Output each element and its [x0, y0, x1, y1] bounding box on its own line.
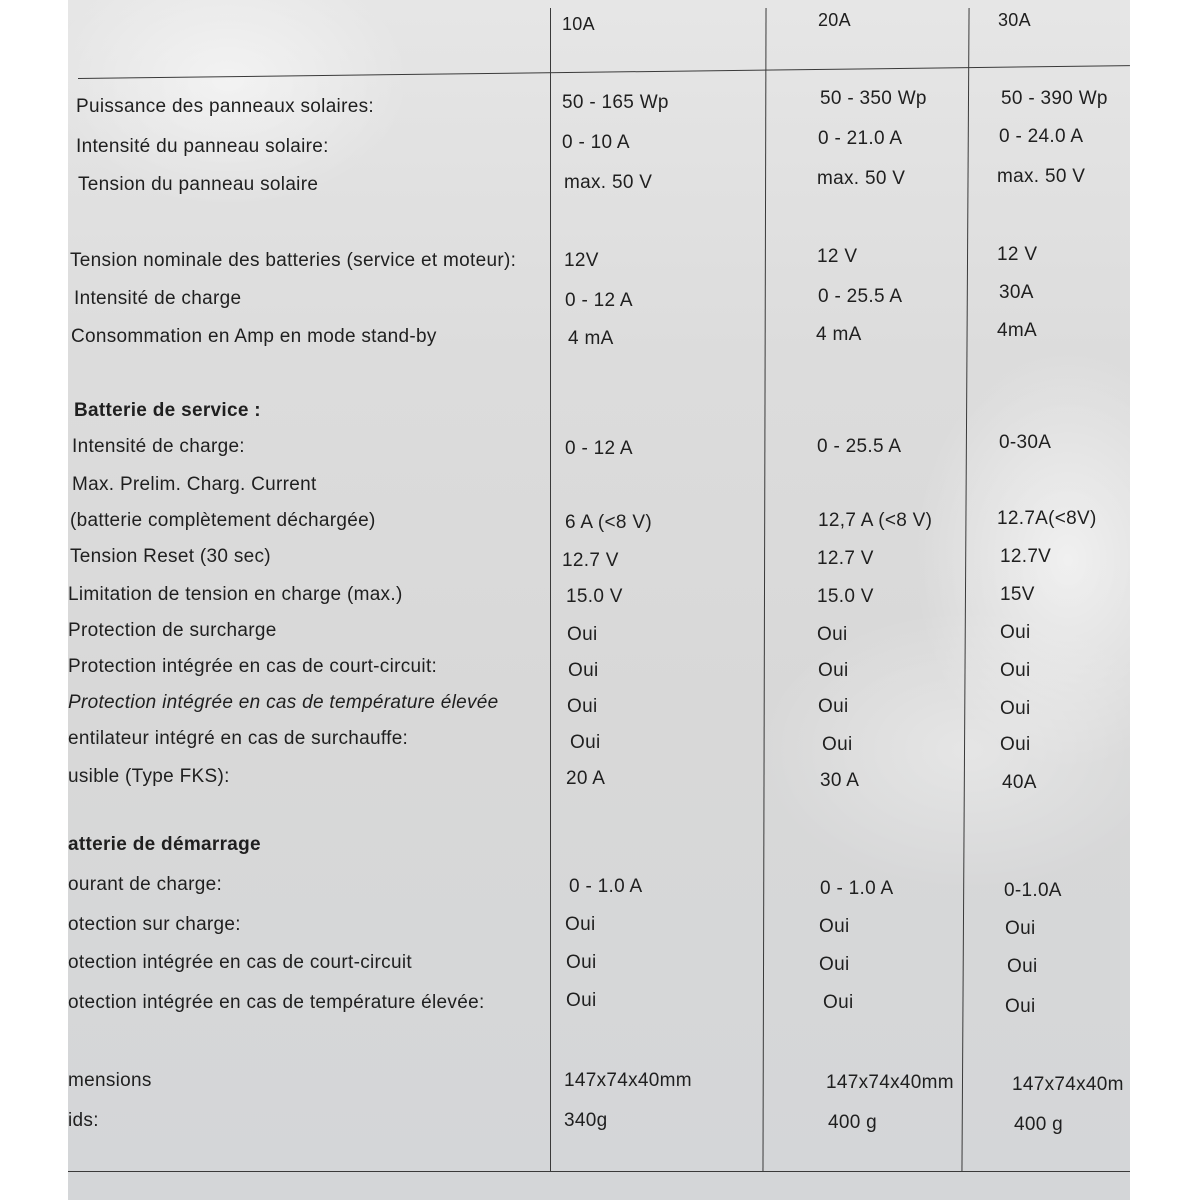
- cell-value: 12.7A(<8V): [997, 508, 1097, 529]
- cell-value: 30A: [999, 282, 1034, 303]
- column-divider-3: [961, 8, 969, 1172]
- cell-value: 400 g: [1014, 1114, 1064, 1135]
- cell-value: Oui: [1005, 918, 1036, 939]
- cell-value: 0-30A: [999, 432, 1052, 453]
- column-divider-1: [550, 8, 551, 1172]
- cell-value: Oui: [822, 734, 853, 755]
- cell-value: Oui: [819, 954, 850, 975]
- row-label: otection intégrée en cas de court-circuit: [68, 952, 412, 973]
- column-divider-2: [762, 8, 766, 1172]
- header-divider: [78, 65, 1130, 79]
- spec-sheet-photo: [68, 0, 1130, 1200]
- cell-value: 12 V: [997, 244, 1038, 265]
- cell-value: 0 - 1.0 A: [820, 878, 894, 899]
- row-label: (batterie complètement déchargée): [70, 510, 376, 531]
- cell-value: max. 50 V: [817, 168, 906, 189]
- cell-value: Oui: [566, 990, 597, 1011]
- cell-value: 20 A: [566, 768, 606, 789]
- cell-value: max. 50 V: [997, 166, 1086, 187]
- cell-value: 40A: [1002, 772, 1037, 793]
- row-label: Tension Reset (30 sec): [70, 546, 271, 567]
- row-label: ids:: [68, 1110, 99, 1131]
- cell-value: Oui: [818, 660, 849, 681]
- cell-value: Oui: [1005, 996, 1036, 1017]
- cell-value: 12.7V: [1000, 546, 1052, 567]
- cell-value: Oui: [819, 916, 850, 937]
- cell-value: 4 mA: [568, 328, 614, 349]
- row-label: Protection intégrée en cas de court-circuit:: [68, 656, 438, 677]
- row-label: otection sur charge:: [68, 914, 241, 935]
- cell-value: 0 - 1.0 A: [569, 876, 643, 897]
- cell-value: 147x74x40mm: [826, 1072, 954, 1093]
- cell-value: Oui: [567, 696, 598, 717]
- cell-value: 0 - 24.0 A: [999, 126, 1084, 147]
- cell-value: 15.0 V: [566, 586, 623, 607]
- table-bottom-border: [68, 1171, 1130, 1172]
- row-label: usible (Type FKS):: [68, 766, 230, 787]
- cell-value: 340g: [564, 1110, 608, 1131]
- row-label: mensions: [68, 1070, 152, 1091]
- cell-value: 12.7 V: [562, 550, 619, 571]
- cell-value: 400 g: [828, 1112, 878, 1133]
- cell-value: 0 - 12 A: [565, 290, 633, 311]
- cell-value: 0 - 25.5 A: [818, 286, 903, 307]
- row-label: entilateur intégré en cas de surchauffe:: [68, 728, 409, 749]
- row-label: otection intégrée en cas de température élevée:: [68, 992, 485, 1013]
- row-label: Consommation en Amp en mode stand-by: [71, 326, 437, 347]
- cell-value: Oui: [567, 624, 598, 645]
- cell-value: 0 - 25.5 A: [817, 436, 902, 457]
- cell-value: 50 - 350 Wp: [820, 88, 927, 109]
- cell-value: 6 A (<8 V): [565, 512, 652, 533]
- cell-value: 12,7 A (<8 V): [818, 510, 933, 531]
- section-heading: atterie de démarrage: [68, 834, 261, 855]
- row-label: Intensité du panneau solaire:: [76, 136, 329, 157]
- row-label: Intensité de charge: [74, 288, 242, 309]
- cell-value: 0 - 21.0 A: [818, 128, 903, 149]
- cell-value: Oui: [818, 696, 849, 717]
- cell-value: 0 - 12 A: [565, 438, 633, 459]
- cell-value: 50 - 165 Wp: [562, 92, 669, 113]
- row-label: Limitation de tension en charge (max.): [68, 584, 403, 605]
- cell-value: Oui: [568, 660, 599, 681]
- row-label: Protection intégrée en cas de température élevée: [68, 692, 499, 713]
- cell-value: 15V: [1000, 584, 1035, 605]
- cell-value: Oui: [823, 992, 854, 1013]
- cell-value: Oui: [1000, 698, 1031, 719]
- cell-value: 50 - 390 Wp: [1001, 88, 1108, 109]
- row-label: Protection de surcharge: [68, 620, 277, 641]
- row-label: Max. Prelim. Charg. Current: [72, 474, 317, 495]
- row-label: Tension nominale des batteries (service et moteur):: [70, 250, 517, 271]
- cell-value: Oui: [817, 624, 848, 645]
- cell-value: 147x74x40mm: [564, 1070, 692, 1091]
- row-label: Puissance des panneaux solaires:: [76, 96, 374, 117]
- section-heading: Batterie de service :: [74, 400, 261, 421]
- cell-value: 12 V: [817, 246, 858, 267]
- cell-value: 15.0 V: [817, 586, 874, 607]
- row-label: Tension du panneau solaire: [78, 174, 319, 195]
- column-header: 10A: [562, 14, 595, 34]
- cell-value: Oui: [570, 732, 601, 753]
- cell-value: Oui: [1000, 660, 1031, 681]
- row-label: ourant de charge:: [68, 874, 223, 895]
- cell-value: 147x74x40m: [1012, 1074, 1124, 1095]
- cell-value: Oui: [1000, 734, 1031, 755]
- cell-value: Oui: [1007, 956, 1038, 977]
- cell-value: 4 mA: [816, 324, 862, 345]
- column-header: 20A: [818, 10, 851, 30]
- cell-value: 0-1.0A: [1004, 880, 1062, 901]
- cell-value: Oui: [1000, 622, 1031, 643]
- cell-value: 30 A: [820, 770, 860, 791]
- cell-value: 4mA: [997, 320, 1037, 341]
- cell-value: max. 50 V: [564, 172, 653, 193]
- cell-value: Oui: [566, 952, 597, 973]
- cell-value: Oui: [565, 914, 596, 935]
- cell-value: 12V: [564, 250, 599, 271]
- row-label: Intensité de charge:: [72, 436, 245, 457]
- cell-value: 0 - 10 A: [562, 132, 630, 153]
- cell-value: 12.7 V: [817, 548, 874, 569]
- column-header: 30A: [998, 10, 1031, 30]
